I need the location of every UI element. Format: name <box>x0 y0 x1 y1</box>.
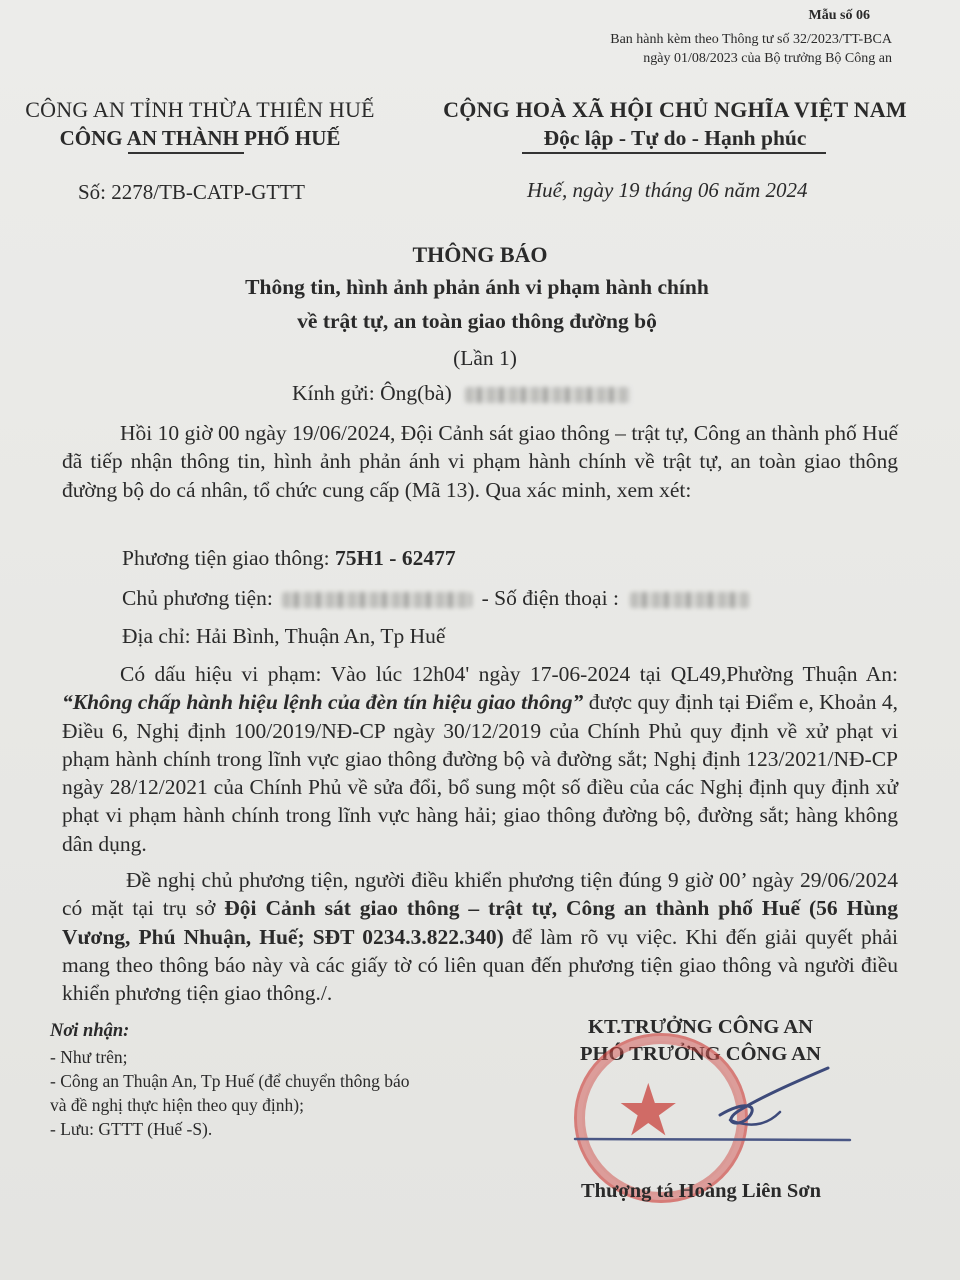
seal-star-icon: ★ <box>616 1068 681 1152</box>
form-number: Mẫu số 06 <box>808 8 870 23</box>
notice-round: (Lần 1) <box>453 346 517 370</box>
recipient-line-1: - Như trên; <box>50 1047 128 1067</box>
recipient-line-4: - Lưu: GTTT (Huế -S). <box>50 1119 213 1139</box>
violation-details: được quy định tại Điểm e, Khoản 4, Điều 6, Nghị định 100/2019/NĐ-CP ngày 30/12/2019 của Chính Phủ quy định về xử phạt vi phạm hành chính trong lĩnh vực giao thông đường bộ và đường sắt; Nghị định 123/2021/NĐ-CP ngày 28/12/2021 của Chính Phủ về sửa đổi, bổ sung một số điều của các Nghị định quy định xử phạt vi phạm hành chính trong lĩnh vực hàng hải; giao thông đường bộ, đường sắt; hàng không dân dụng. <box>62 690 899 856</box>
intro-paragraph: Hồi 10 giờ 00 ngày 19/06/2024, Đội Cảnh sát giao thông – trật tự, Công an thành phố Huế đã tiếp nhận thông tin, hình ảnh phản ánh vi phạm hành chính về trật tự, an toàn giao thông đường bộ do cá nhân, tổ chức cung cấp (Mã 13). Qua xác minh, xem xét: <box>62 421 898 502</box>
place-date: Huế, ngày 19 tháng 06 năm 2024 <box>527 178 808 202</box>
document-number: Số: 2278/TB-CATP-GTTT <box>78 180 305 204</box>
signer-name: Thượng tá Hoàng Liên Sơn <box>581 1180 822 1202</box>
owner-line <box>122 584 750 613</box>
nation-name: CỘNG HOÀ XÃ HỘI CHỦ NGHĨA VIỆT NAM <box>443 97 907 122</box>
request-paragraph <box>62 866 898 1007</box>
addressee-line <box>292 379 630 408</box>
recipient-line-3: và đề nghị thực hiện theo quy định); <box>50 1095 304 1115</box>
vehicle-label: Phương tiện giao thông: <box>122 546 330 570</box>
form-note <box>610 30 892 68</box>
phone-label: - Số điện thoại : <box>481 586 619 610</box>
violation-name: “Không chấp hành hiệu lệnh của đèn tín hiệu giao thông” <box>62 690 584 715</box>
vehicle-plate: 75H1 - 62477 <box>334 546 456 570</box>
request-lead: Đề nghị chủ phương tiện, người điều khiển phương tiện đúng 9 giờ 00’ ngày 29/06/2024 có mặt tại trụ sở <box>62 868 898 921</box>
request-details: để làm rõ vụ việc. Khi đến giải quyết phải mang theo thông báo này và các giấy tờ có liên quan đến phương tiện giao thông và người điều khiển phương tiện giao thông./. <box>62 924 898 1006</box>
handwritten-signature <box>570 1060 870 1160</box>
signature-title-1: KT.TRƯỞNG CÔNG AN <box>588 1016 813 1038</box>
document-subtitle-1: Thông tin, hình ảnh phản ánh vi phạm hành chính <box>245 275 709 299</box>
recipients-title: Nơi nhận: <box>50 1021 130 1041</box>
form-note-line1: Ban hành kèm theo Thông tư số 32/2023/TT-BCA <box>610 32 892 47</box>
vehicle-line <box>122 544 456 573</box>
police-office: Đội Cảnh sát giao thông – trật tự, Công an thành phố Huế (56 Hùng Vương, Phú Nhuận, Huế; SĐT 0234.3.822.340) <box>62 896 898 949</box>
addressee-label: Kính gửi: Ông(bà) <box>292 381 452 405</box>
national-motto: Độc lập - Tự do - Hạnh phúc <box>543 126 807 150</box>
redacted-owner-name <box>282 592 472 608</box>
redacted-addressee-name <box>465 387 630 403</box>
motto-underline <box>522 152 826 154</box>
signature-title-2: PHÓ TRƯỞNG CÔNG AN <box>580 1043 821 1065</box>
document-title: THÔNG BÁO <box>412 242 548 267</box>
violation-paragraph <box>62 660 898 858</box>
agency-name: CÔNG AN THÀNH PHỐ HUẾ <box>59 126 341 150</box>
form-note-line2: ngày 01/08/2023 của Bộ trưởng Bộ Công an <box>643 51 892 66</box>
violation-lead: Có dấu hiệu vi phạm: Vào lúc 12h04' ngày 17-06-2024 tại QL49,Phường Thuận An: <box>120 662 898 686</box>
parent-agency: CÔNG AN TỈNH THỪA THIÊN HUẾ <box>25 97 375 122</box>
recipient-line-2: - Công an Thuận An, Tp Huế (để chuyển thông báo <box>50 1071 410 1091</box>
owner-label: Chủ phương tiện: <box>122 586 273 610</box>
owner-address: Địa chỉ: Hải Bình, Thuận An, Tp Huế <box>122 624 446 648</box>
redacted-phone-number <box>630 592 750 608</box>
document-subtitle-2: về trật tự, an toàn giao thông đường bộ <box>297 309 657 333</box>
agency-underline <box>128 152 244 154</box>
